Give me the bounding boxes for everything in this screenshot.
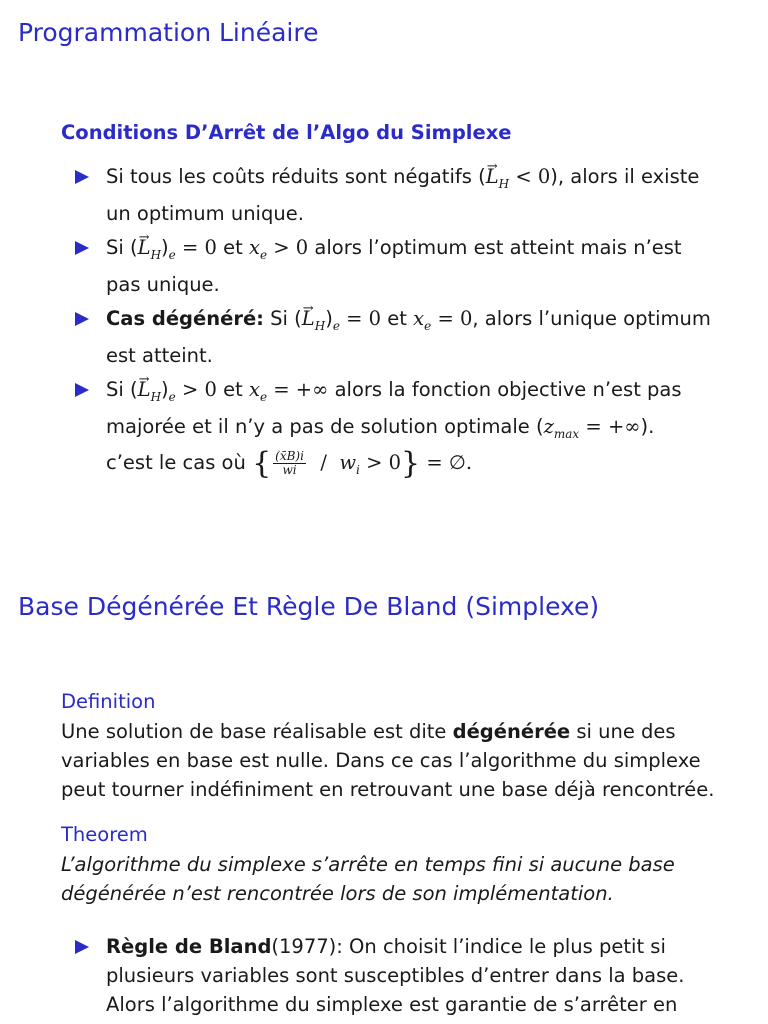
definition-text: Une solution de base réalisable est dite dégénérée si une des variables en base est nulle. Dans ce cas l’algorithme du simplexe peut tourner indéfiniment en retrouvant une base déjà rencontrée.: [61, 720, 715, 801]
block-title-conditions-arret: Conditions D’Arrêt de l’Algo du Simplexe: [61, 121, 512, 144]
slide-title-base-degeneree: Base Dégénérée Et Règle De Bland (Simplexe): [18, 592, 600, 621]
triangle-bullet-icon: [75, 170, 89, 184]
list-item-condition-4: Si (→ $L_H)_e > 0$ et $x_e$ = +∞ alors la fonction objective n’est pas majorée et il n’y a pas de solution optimale ($z_{max}$ = +∞). c’est le cas où { $\frac{(x̄B)i}{wi}$ / $w_i > 0$} = ∅.: [75, 375, 715, 486]
conditions-list: [75, 162, 715, 490]
theorem-title: Theorem: [61, 823, 148, 846]
theorem-text: L’algorithme du simplexe s’arrête en temps fini si aucune base dégénérée n’est rencontrée lors de son implémentation.: [61, 853, 675, 905]
triangle-bullet-icon: [75, 241, 89, 255]
triangle-bullet-icon: [75, 940, 89, 954]
triangle-bullet-icon: [75, 312, 89, 326]
set-brace-open: {: [252, 446, 272, 482]
definition-title: Definition: [61, 690, 156, 713]
slide-title-programmation-lineaire: Programmation Linéaire: [18, 18, 319, 47]
list-item-condition-2: Si (→ $L_H)_e = 0$ et $x_e > 0$ alors l’optimum est atteint mais n’est pas unique.: [75, 233, 715, 299]
triangle-bullet-icon: [75, 383, 89, 397]
list-item-condition-1: Si tous les coûts réduits sont négatifs (→ $L_H < 0$), alors il existe un optimum unique.: [75, 162, 715, 228]
fraction: $\frac{(x̄B)i}{wi}$: [275, 449, 304, 478]
list-item-regle-de-bland: Règle de Bland(1977): On choisit l’indice le plus petit si plusieurs variables sont susceptibles d’entrer dans la base. Alors l’algorithme du simplexe est garantie de s’arrêter en: [75, 932, 715, 1019]
list-item-cas-degenere: Cas dégénéré: Si (→ $L_H)_e = 0$ et $x_e = 0$, alors l’unique optimum est atteint.: [75, 304, 715, 370]
set-brace-close: }: [401, 446, 421, 482]
bland-list: [75, 932, 715, 1024]
